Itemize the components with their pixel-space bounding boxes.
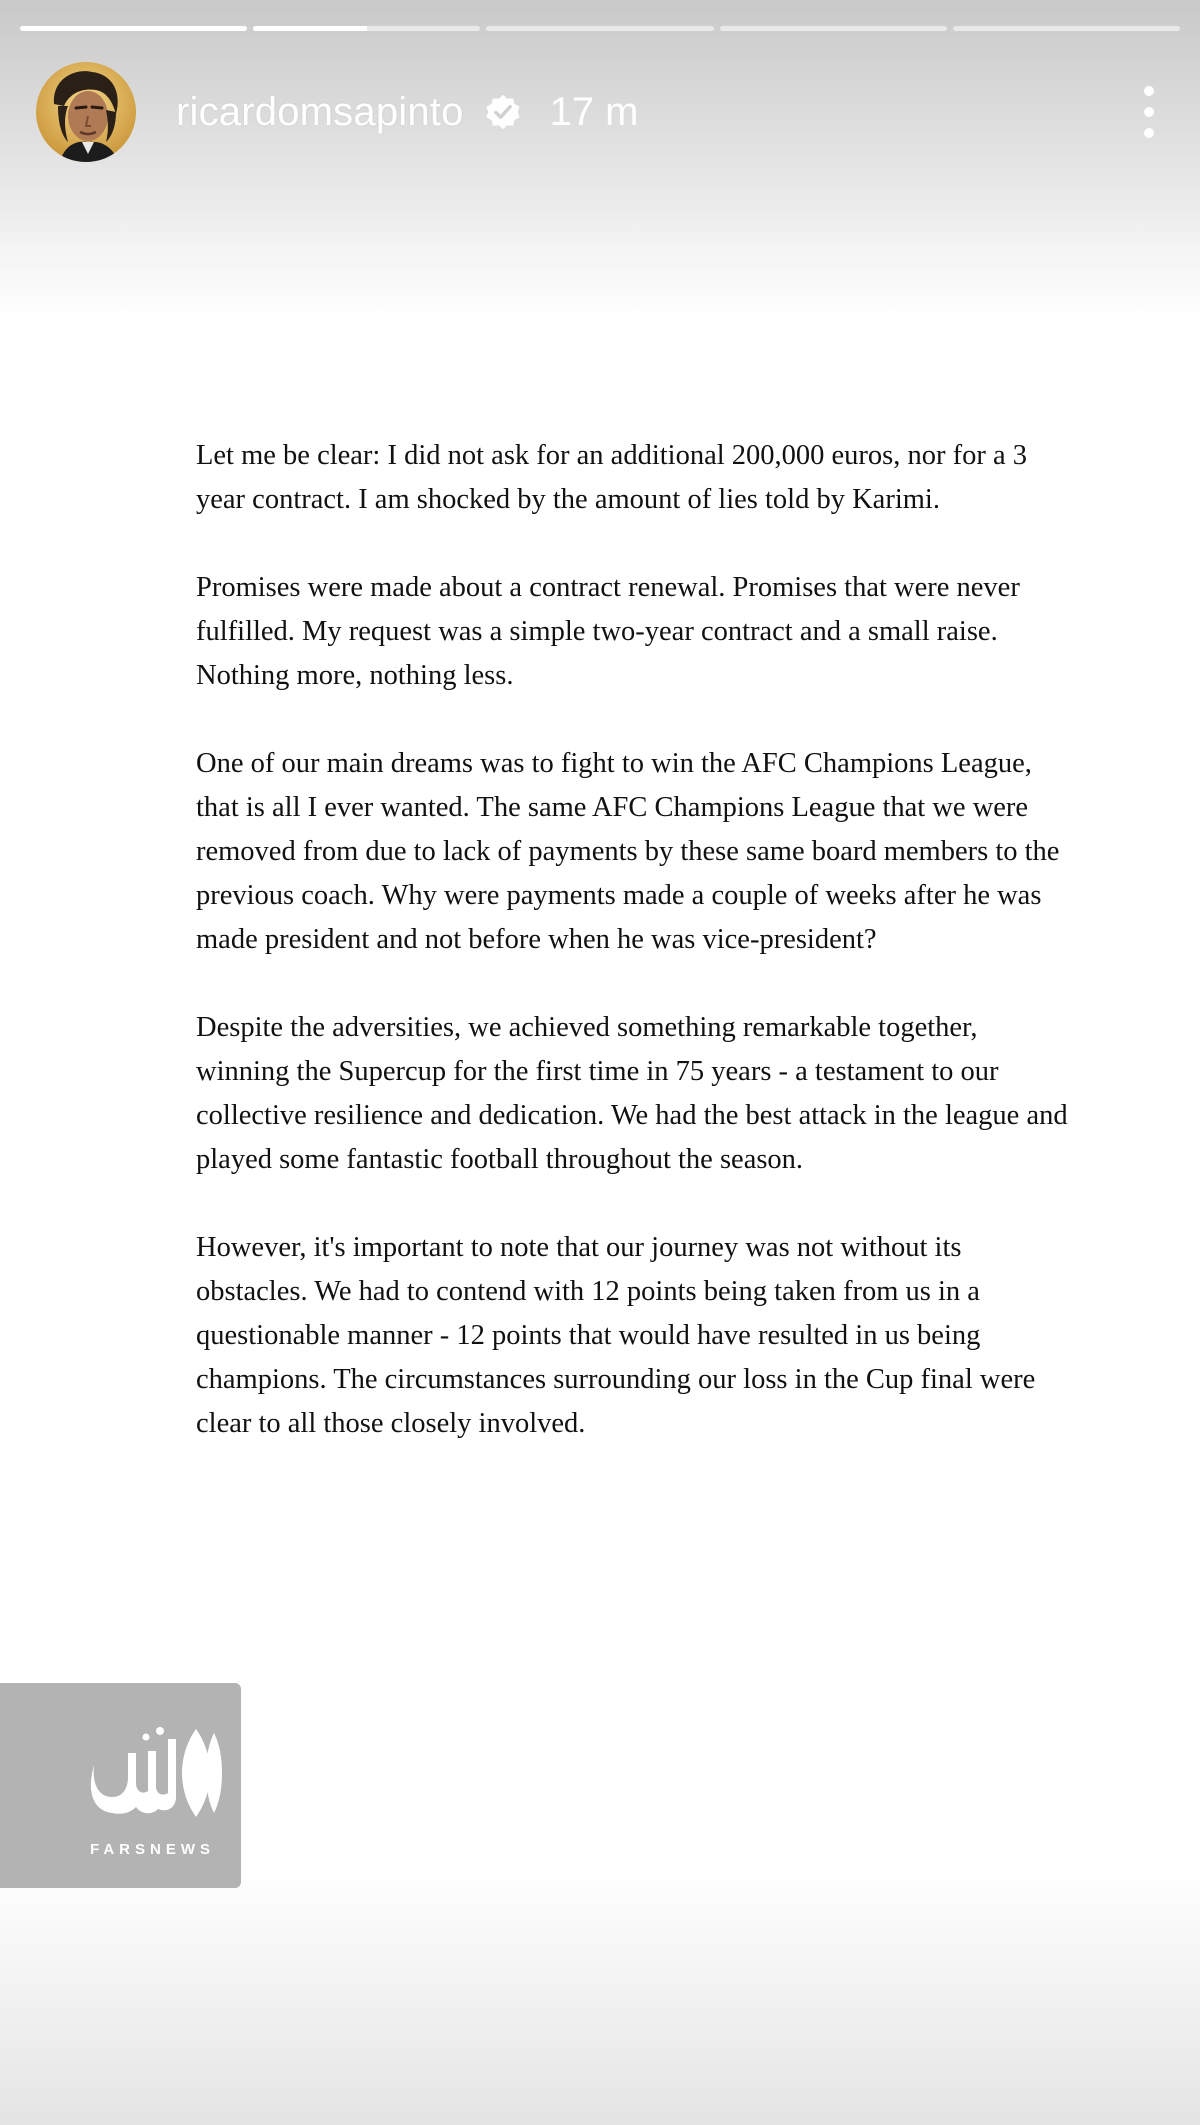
profile-photo bbox=[36, 62, 136, 162]
paragraph: Promises were made about a contract renewal. Promises that were never fulfilled. My request was a simple two-year contract and a small raise. Nothing more, nothing less. bbox=[196, 572, 1020, 691]
paragraph: Let me be clear: I did not ask for an additional 200,000 euros, nor for a 3 year contract. I am shocked by the amount of lies told by Karimi. bbox=[196, 440, 1027, 515]
statement-text bbox=[196, 434, 1076, 1490]
bottom-gradient bbox=[0, 1865, 1200, 2125]
dot bbox=[1144, 86, 1154, 96]
username[interactable]: ricardomsapinto bbox=[176, 89, 464, 134]
verified-badge-icon bbox=[484, 93, 522, 131]
post-time: 17 m bbox=[549, 89, 639, 134]
more-options-icon[interactable] bbox=[1134, 82, 1164, 142]
progress-segment bbox=[20, 26, 247, 31]
paragraph: However, it's important to note that our journey was not without its obstacles. We had to contend with 12 points being taken from us in a questionable manner - 12 points that would have resulted in us being champions. The circumstances surrounding our loss in the Cup final were clear to all those closely involved. bbox=[196, 1232, 1036, 1439]
progress-segment bbox=[953, 26, 1180, 31]
story-progress-bar bbox=[20, 26, 1180, 31]
farsnews-logo bbox=[88, 1725, 224, 1820]
dot bbox=[1144, 128, 1154, 138]
farsnews-caption: FARSNEWS bbox=[90, 1841, 216, 1858]
paragraph: Despite the adversities, we achieved something remarkable together, winning the Supercup for the first time in 75 years - a testament to our collective resilience and dedication. We had the best attack in the league and played some fantastic football throughout the season. bbox=[196, 1012, 1068, 1175]
avatar[interactable] bbox=[36, 62, 136, 162]
progress-segment bbox=[720, 26, 947, 31]
paragraph: One of our main dreams was to fight to win the AFC Champions League, that is all I ever wanted. The same AFC Champions League that we were removed from due to lack of payments by these same board members to the previous coach. Why were payments made a couple of weeks after he was made president and not before when he was vice-president? bbox=[196, 748, 1060, 955]
story-header bbox=[36, 62, 1164, 162]
progress-fill bbox=[20, 26, 247, 31]
progress-segment bbox=[253, 26, 480, 31]
progress-segment bbox=[486, 26, 713, 31]
farsnews-watermark bbox=[0, 1683, 241, 1888]
dot bbox=[1144, 107, 1154, 117]
progress-fill bbox=[253, 26, 367, 31]
